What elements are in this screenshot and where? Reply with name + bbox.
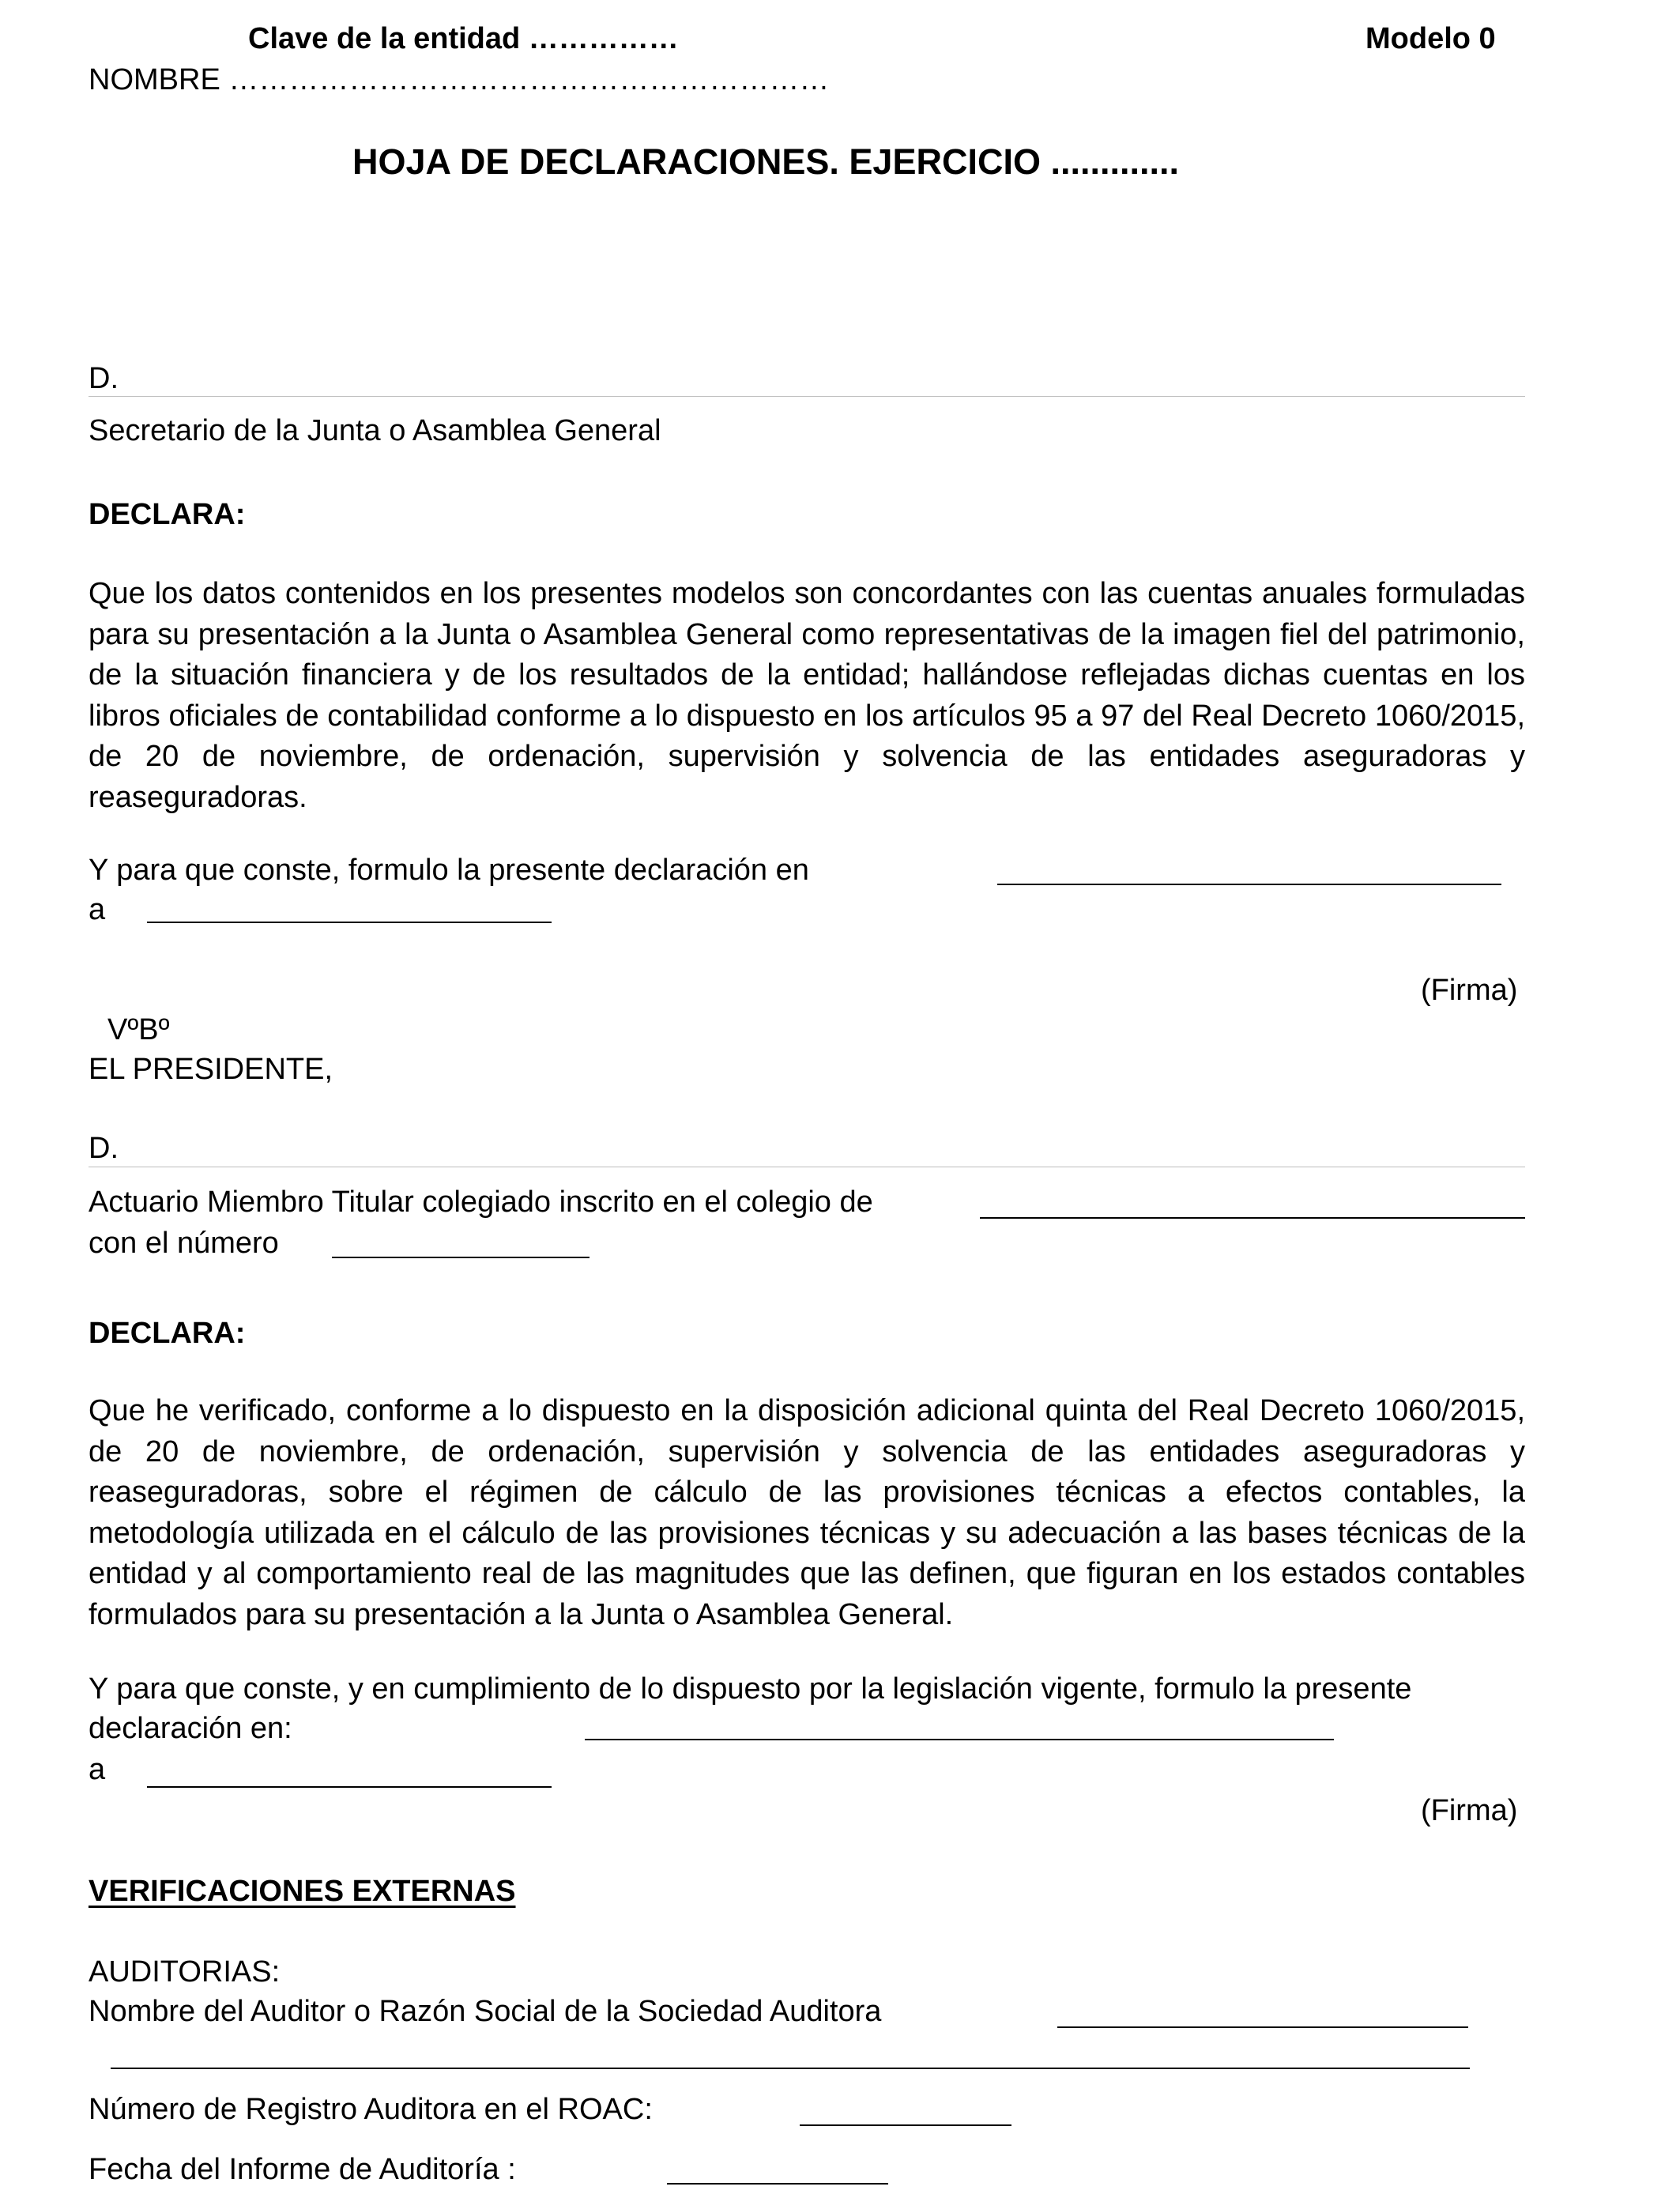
auditor-name-blank-full	[111, 2068, 1470, 2069]
secretary-role: Secretario de la Junta o Asamblea General	[89, 414, 661, 447]
actuary-role: Actuario Miembro Titular colegiado inscrito en el colegio de	[89, 1186, 873, 1219]
actuary-signature-label: (Firma)	[1421, 1794, 1518, 1827]
secretary-place-blank	[997, 884, 1501, 885]
entity-key-label: Clave de la entidad ……………	[248, 22, 679, 55]
secretary-date-blank	[147, 922, 552, 923]
secretary-name-rule	[89, 396, 1525, 397]
auditor-name-blank	[1057, 2026, 1468, 2028]
actuary-declara-heading: DECLARA:	[89, 1317, 246, 1350]
actuary-place-blank	[585, 1739, 1334, 1740]
secretary-a-label: a	[89, 893, 106, 926]
actuary-date-blank	[147, 1786, 552, 1788]
external-verifications-heading: VERIFICACIONES EXTERNAS	[89, 1875, 516, 1908]
secretary-declaration-body: Que los datos contenidos en los presentes modelos son concordantes con las cuentas anuales formuladas para su presentación a la Junta o Asamblea General como representativas de la imagen fiel del patrimonio, de la situación financiera y de los resultados de la entidad; hallándose reflejadas dichas cuentas en los libros oficiales de contabilidad conforme a lo dispuesto en los artículos 95 a 97 del Real Decreto 1060/2015, de 20 de noviembre, de ordenación, supervisión y solvencia de las entidades aseguradoras y reaseguradoras.	[89, 577, 1525, 814]
auditor-name-label: Nombre del Auditor o Razón Social de la Sociedad Auditora	[89, 1995, 882, 2028]
roac-number-blank	[800, 2124, 1011, 2126]
audits-label: AUDITORIAS:	[89, 1955, 281, 1989]
model-label: Modelo 0	[1365, 22, 1496, 55]
president-label: EL PRESIDENTE,	[89, 1053, 333, 1086]
actuary-college-blank	[980, 1217, 1525, 1219]
actuary-number-label: con el número	[89, 1227, 279, 1260]
roac-number-label: Número de Registro Auditora en el ROAC:	[89, 2093, 653, 2126]
secretary-signature-label: (Firma)	[1421, 974, 1518, 1007]
page-title: HOJA DE DECLARACIONES. EJERCICIO .............	[352, 141, 1179, 182]
secretary-closing: Y para que conste, formulo la presente declaración en	[89, 854, 809, 887]
actuary-d-prefix: D.	[89, 1132, 119, 1165]
secretary-d-prefix: D.	[89, 362, 119, 395]
secretary-declara-heading: DECLARA:	[89, 498, 246, 531]
entity-name-label: NOMBRE ……………………………………………………	[89, 63, 830, 96]
actuary-closing-line2: declaración en:	[89, 1712, 292, 1745]
audit-report-date-blank	[667, 2183, 888, 2185]
actuary-closing-line1: Y para que conste, y en cumplimiento de lo dispuesto por la legislación vigente, formulo la presente	[89, 1672, 1412, 1706]
actuary-declaration-body: Que he verificado, conforme a lo dispuesto en la disposición adicional quinta del Real Decreto 1060/2015, de 20 de noviembre, de ordenación, supervisión y solvencia de las entidades aseguradoras y reaseguradoras, sobre el régimen de cálculo de las provisiones técnicas a efectos contables, la metodología utilizada en el cálculo de las provisiones técnicas y su adecuación a las bases técnicas de la entidad y al comportamiento real de las magnitudes que las definen, que figuran en los estados contables formulados para su presentación a la Junta o Asamblea General.	[89, 1394, 1525, 1631]
audit-report-date-label: Fecha del Informe de Auditoría :	[89, 2153, 516, 2186]
president-vobo: VºBº	[107, 1013, 170, 1046]
actuary-number-blank	[332, 1257, 590, 1258]
actuary-a-label: a	[89, 1753, 106, 1786]
